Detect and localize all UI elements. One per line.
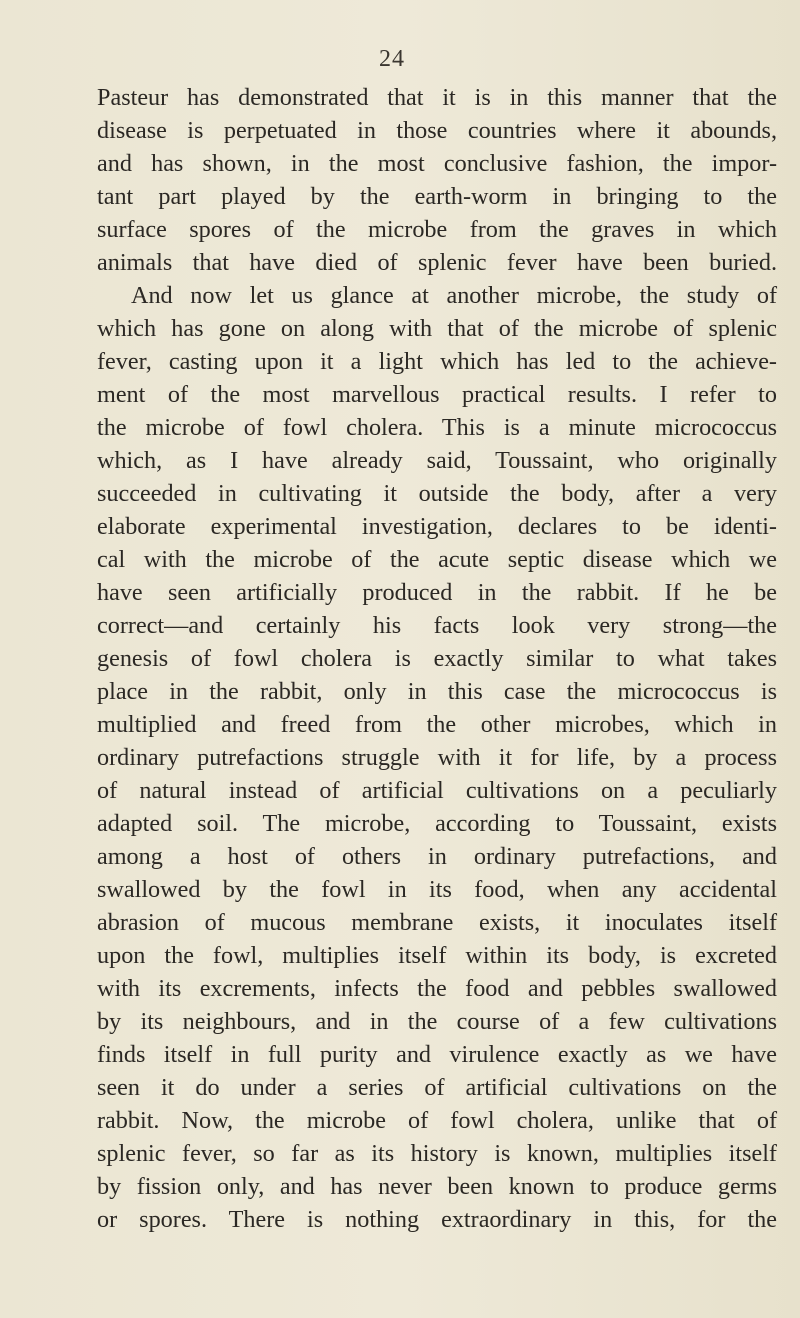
body-text xyxy=(97,81,777,1236)
text-line: with its excrements, infects the food and pebbles swallowed xyxy=(97,975,777,1002)
text-line: disease is perpetuated in those countries where it abounds, xyxy=(97,117,777,144)
text-line: among a host of others in ordinary putrefactions, and xyxy=(97,843,777,870)
text-line: ment of the most marvellous practical results. I refer to xyxy=(97,381,777,408)
text-line: place in the rabbit, only in this case the micrococcus is xyxy=(97,678,777,705)
text-line: cal with the microbe of the acute septic disease which we xyxy=(97,546,777,573)
text-line: seen it do under a series of artificial cultivations on the xyxy=(97,1074,777,1101)
text-line: elaborate experimental investigation, declares to be identi- xyxy=(97,513,777,540)
text-line: ordinary putrefactions struggle with it for life, by a process xyxy=(97,744,777,771)
text-line: splenic fever, so far as its history is known, multiplies itself xyxy=(97,1140,777,1167)
text-line: finds itself in full purity and virulence exactly as we have xyxy=(97,1041,777,1068)
text-line: swallowed by the fowl in its food, when any accidental xyxy=(97,876,777,903)
text-line: upon the fowl, multiplies itself within its body, is excreted xyxy=(97,942,777,969)
page-number: 24 xyxy=(379,46,405,72)
text-line: of natural instead of artificial cultivations on a peculiarly xyxy=(97,777,777,804)
text-line: genesis of fowl cholera is exactly similar to what takes xyxy=(97,645,777,672)
text-line: and has shown, in the most conclusive fashion, the impor- xyxy=(97,150,777,177)
text-line: abrasion of mucous membrane exists, it inoculates itself xyxy=(97,909,777,936)
text-line: animals that have died of splenic fever have been buried. xyxy=(97,249,777,276)
text-line: have seen artificially produced in the rabbit. If he be xyxy=(97,579,777,606)
text-line: which has gone on along with that of the microbe of splenic xyxy=(97,315,777,342)
text-line: the microbe of fowl cholera. This is a minute micrococcus xyxy=(97,414,777,441)
text-line: rabbit. Now, the microbe of fowl cholera, unlike that of xyxy=(97,1107,777,1134)
text-line: adapted soil. The microbe, according to Toussaint, exists xyxy=(97,810,777,837)
text-line: Pasteur has demonstrated that it is in this manner that the xyxy=(97,84,777,111)
text-line: which, as I have already said, Toussaint, who originally xyxy=(97,447,777,474)
text-line: multiplied and freed from the other microbes, which in xyxy=(97,711,777,738)
text-line: tant part played by the earth-worm in bringing to the xyxy=(97,183,777,210)
text-line: by its neighbours, and in the course of a few cultivations xyxy=(97,1008,777,1035)
text-line: correct—and certainly his facts look very strong—the xyxy=(97,612,777,639)
text-line: or spores. There is nothing extraordinary in this, for the xyxy=(97,1206,777,1233)
text-line: And now let us glance at another microbe, the study of xyxy=(131,282,777,309)
text-line: fever, casting upon it a light which has led to the achieve- xyxy=(97,348,777,375)
text-line: succeeded in cultivating it outside the body, after a very xyxy=(97,480,777,507)
text-line: by fission only, and has never been known to produce germs xyxy=(97,1173,777,1200)
text-line: surface spores of the microbe from the graves in which xyxy=(97,216,777,243)
